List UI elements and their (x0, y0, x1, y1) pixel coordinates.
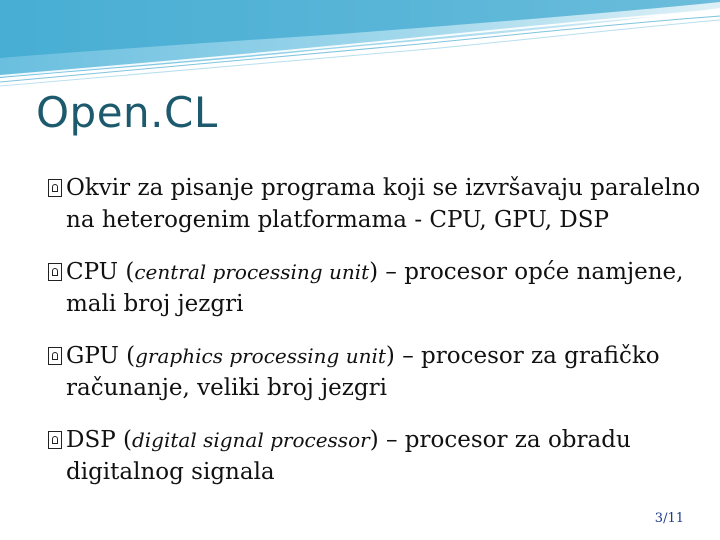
bullet-marker-icon (48, 263, 62, 281)
bullet-rest: ) – procesor za grafičko računanje, veliki broj jezgri (66, 343, 660, 401)
bullet-italic-term: graphics processing unit (135, 344, 386, 368)
bullet-italic-term: digital signal processor (131, 428, 370, 452)
bullet-item (48, 256, 708, 320)
bullet-item (48, 172, 708, 236)
bullet-lead: DSP ( (66, 427, 132, 453)
bullet-item (48, 340, 708, 404)
bullet-lead: CPU ( (66, 259, 135, 285)
bullet-marker-icon (48, 179, 62, 197)
bullet-italic-term: central processing unit (134, 260, 370, 284)
bullet-lead: GPU ( (66, 343, 136, 369)
bullet-marker-icon (48, 347, 62, 365)
bullet-rest: ) – procesor za obradu digitalnog signala (66, 427, 631, 485)
bullet-item (48, 424, 708, 488)
bullet-text: Okvir za pisanje programa koji se izvršavaju paralelno na heterogenim platformama - CPU, GPU, DSP (66, 175, 701, 233)
header-wave-decoration (0, 0, 720, 90)
bullet-rest: ) – procesor opće namjene, mali broj jezgri (66, 259, 684, 317)
bullet-list (48, 172, 708, 508)
slide-title: Open.CL (36, 88, 218, 137)
page-number: 3/11 (654, 511, 684, 526)
bullet-marker-icon (48, 431, 62, 449)
